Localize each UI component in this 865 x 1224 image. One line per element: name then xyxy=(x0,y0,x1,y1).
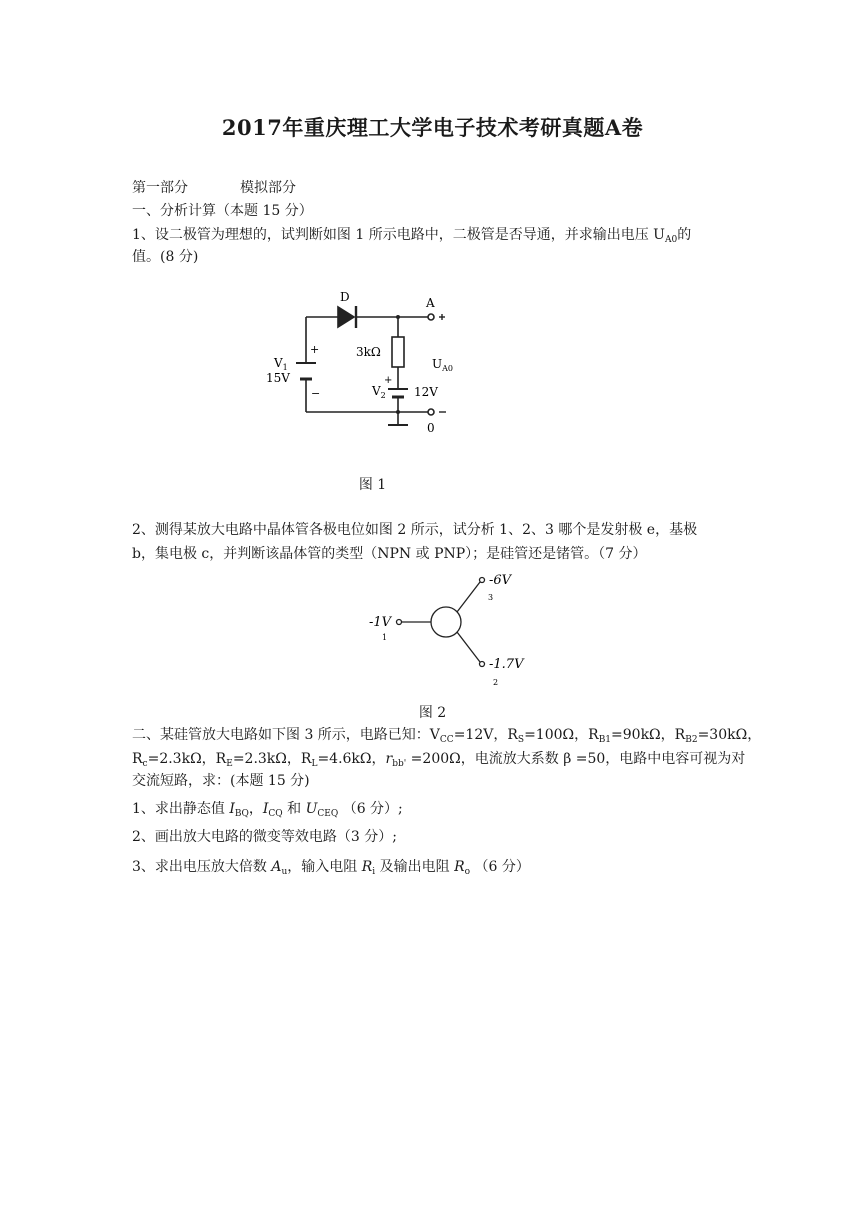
node-o-label: 0 xyxy=(427,421,435,435)
section2-question-3: 3、求出电压放大倍数 $A_u$，输入电阻 $R_i$ 及输出电阻 $R_o$ （6 分） xyxy=(132,859,530,877)
section2-question-2: 2、画出放大电路的微变等效电路（3 分）; xyxy=(132,829,397,845)
v2-value: 12V xyxy=(414,385,438,399)
v1-value: 15V xyxy=(266,371,290,385)
pin3-voltage: -6V xyxy=(489,573,512,588)
section2-line-2: $R_c=2.3k\Omega$，$R_E=2.3k\Omega$，$R_L=4.6k\Omega$，$r_{bb'} =200\Omega$，电流放大系数 β =50，电路中电容可视为对 xyxy=(132,751,746,769)
output-voltage-label: $U_{A0}$ xyxy=(432,357,453,373)
figure-1-circuit xyxy=(260,285,480,460)
figure-2-caption: 图 2 xyxy=(418,705,447,721)
svg-text:−: − xyxy=(311,387,321,400)
part-heading xyxy=(132,177,742,199)
part-label: 第一部分 xyxy=(132,180,188,196)
v2-label: $V_2$ xyxy=(372,384,386,400)
svg-text:+: + xyxy=(310,343,320,356)
question-2-text-cont: b，集电极 c，并判断该晶体管的类型（NPN 或 PNP）；是硅管还是锗管。（7 分） xyxy=(132,546,647,562)
resistor-label: 3kΩ xyxy=(356,345,381,359)
diode-label: D xyxy=(340,290,350,304)
figure-1-caption: 图 1 xyxy=(358,477,387,493)
pin2-number: 2 xyxy=(493,678,499,687)
section2-line-1: 二、某硅管放大电路如下图 3 所示，电路已知：$V_{CC}=12V$，$R_S=100\Omega$，$R_{B1}=90k\Omega$，$R_{B2}=30k\Omega$， xyxy=(132,727,762,745)
figure-2-transistor xyxy=(360,570,540,695)
question-1-text: 1、设二极管为理想的，试判断如图 1 所示电路中，二极管是否导通，并求输出电压 $U_{A0}$的 xyxy=(132,227,692,245)
pin2-voltage: -1.7V xyxy=(489,657,524,672)
section2-line-3: 交流短路，求：(本题 15 分) xyxy=(132,773,310,789)
pin1-voltage: -1V xyxy=(369,615,392,630)
question-2-text: 2、测得某放大电路中晶体管各极电位如图 2 所示，试分析 1、2、3 哪个是发射极 e，基极 xyxy=(132,522,698,538)
pin1-number: 1 xyxy=(382,633,388,642)
pin3-number: 3 xyxy=(488,593,494,602)
section1-heading: 一、分析计算（本题 15 分） xyxy=(132,203,313,219)
page-title: 2017年重庆理工大学电子技术考研真题A卷 xyxy=(221,115,644,140)
v1-label: $V_1$ xyxy=(274,356,288,372)
question-1-text-cont: 值。(8 分) xyxy=(132,249,199,265)
node-a-label: A xyxy=(426,296,435,310)
part-name: 模拟部分 xyxy=(240,180,296,196)
svg-text:+: + xyxy=(384,375,393,386)
section2-question-1: 1、求出静态值 $I_{BQ}$，$I_{CQ}$ 和 $U_{CEQ}$ （6 分）; xyxy=(132,801,403,819)
